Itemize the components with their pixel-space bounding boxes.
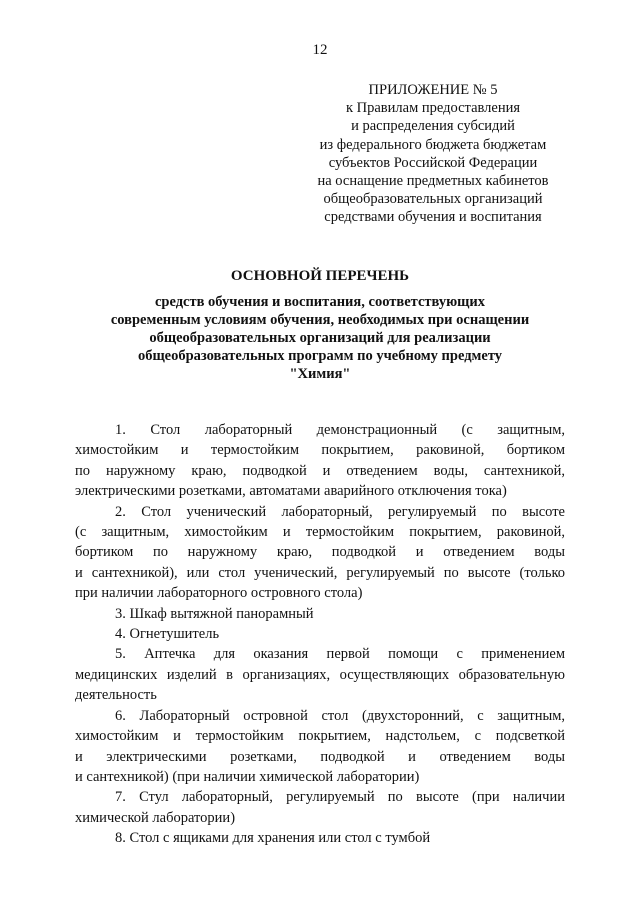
- appendix-line: на оснащение предметных кабинетов: [317, 173, 549, 190]
- equipment-list: [75, 420, 565, 849]
- appendix-line: субъектов Российской Федерации: [328, 154, 538, 171]
- document-subtitle: [60, 293, 580, 383]
- list-item: [75, 644, 565, 705]
- list-item-line: 3. Шкаф вытяжной панорамный: [115, 605, 314, 622]
- list-item-line: химической лаборатории): [75, 809, 236, 826]
- appendix-block: [298, 81, 568, 227]
- list-item-line: по наружному краю, подводкой и отведением воды, сантехникой,: [75, 462, 565, 479]
- list-item-line: медицинских изделий в организациях, осуществляющих образовательную: [75, 666, 565, 683]
- list-item-line: химостойким и термостойким покрытием, раковиной, бортиком: [75, 442, 565, 459]
- subtitle-line: "Химия": [289, 366, 351, 382]
- list-item-line: и сантехникой) (при наличии химической лаборатории): [75, 768, 420, 785]
- appendix-line: из федерального бюджета бюджетам: [319, 136, 547, 153]
- list-item-line: и электрическими розетками, подводкой и отведением воды: [75, 748, 565, 765]
- appendix-line: к Правилам предоставления: [345, 100, 521, 117]
- list-item-line: при наличии лабораторного островного стола): [75, 585, 363, 602]
- list-item-line: 4. Огнетушитель: [115, 626, 220, 643]
- appendix-line: средствами обучения и воспитания: [324, 209, 542, 226]
- subtitle-line: средств обучения и воспитания, соответствующих: [154, 294, 486, 310]
- list-item-line: электрическими розетками, автоматами аварийного отключения тока): [75, 483, 507, 500]
- list-item-line: химостойким и термостойким покрытием, надстольем, с подсветкой: [75, 728, 565, 745]
- list-item-line: 7. Стул лабораторный, регулируемый по высоте (при наличии: [115, 789, 565, 806]
- appendix-line: и распределения субсидий: [351, 118, 515, 135]
- list-item: [75, 604, 565, 624]
- list-item-line: бортиком по наружному краю, подводкой и отведением воды: [75, 544, 565, 561]
- list-item-line: деятельность: [75, 687, 157, 704]
- subtitle-line: современным условиям обучения, необходимых при оснащении: [110, 312, 530, 328]
- list-item: [75, 828, 565, 848]
- list-item: [75, 706, 565, 788]
- subtitle-line: общеобразовательных программ по учебному предмету: [137, 348, 503, 364]
- page-number: 12: [312, 42, 328, 58]
- list-item-line: 8. Стол с ящиками для хранения или стол с тумбой: [115, 830, 431, 847]
- subtitle-line: общеобразовательных организаций для реализации: [149, 330, 491, 346]
- appendix-line: общеобразовательных организаций: [323, 191, 543, 208]
- list-item-line: 6. Лабораторный островной стол (двухсторонний, с защитным,: [115, 707, 565, 724]
- list-item: [75, 624, 565, 644]
- appendix-heading: ПРИЛОЖЕНИЕ № 5: [368, 82, 498, 98]
- list-item-line: (с защитным, химостойким и термостойким покрытием, раковиной,: [75, 524, 565, 541]
- list-item: [75, 787, 565, 828]
- document-title: ОСНОВНОЙ ПЕРЕЧЕНЬ: [230, 268, 410, 284]
- list-item-line: 2. Стол ученический лабораторный, регулируемый по высоте: [115, 503, 565, 520]
- list-item: [75, 420, 565, 502]
- list-item-line: 5. Аптечка для оказания первой помощи с применением: [115, 646, 565, 663]
- list-item-line: и сантехникой), или стол ученический, регулируемый по высоте (только: [75, 564, 565, 581]
- list-item-line: 1. Стол лабораторный демонстрационный (с защитным,: [115, 422, 565, 438]
- list-item: [75, 502, 565, 604]
